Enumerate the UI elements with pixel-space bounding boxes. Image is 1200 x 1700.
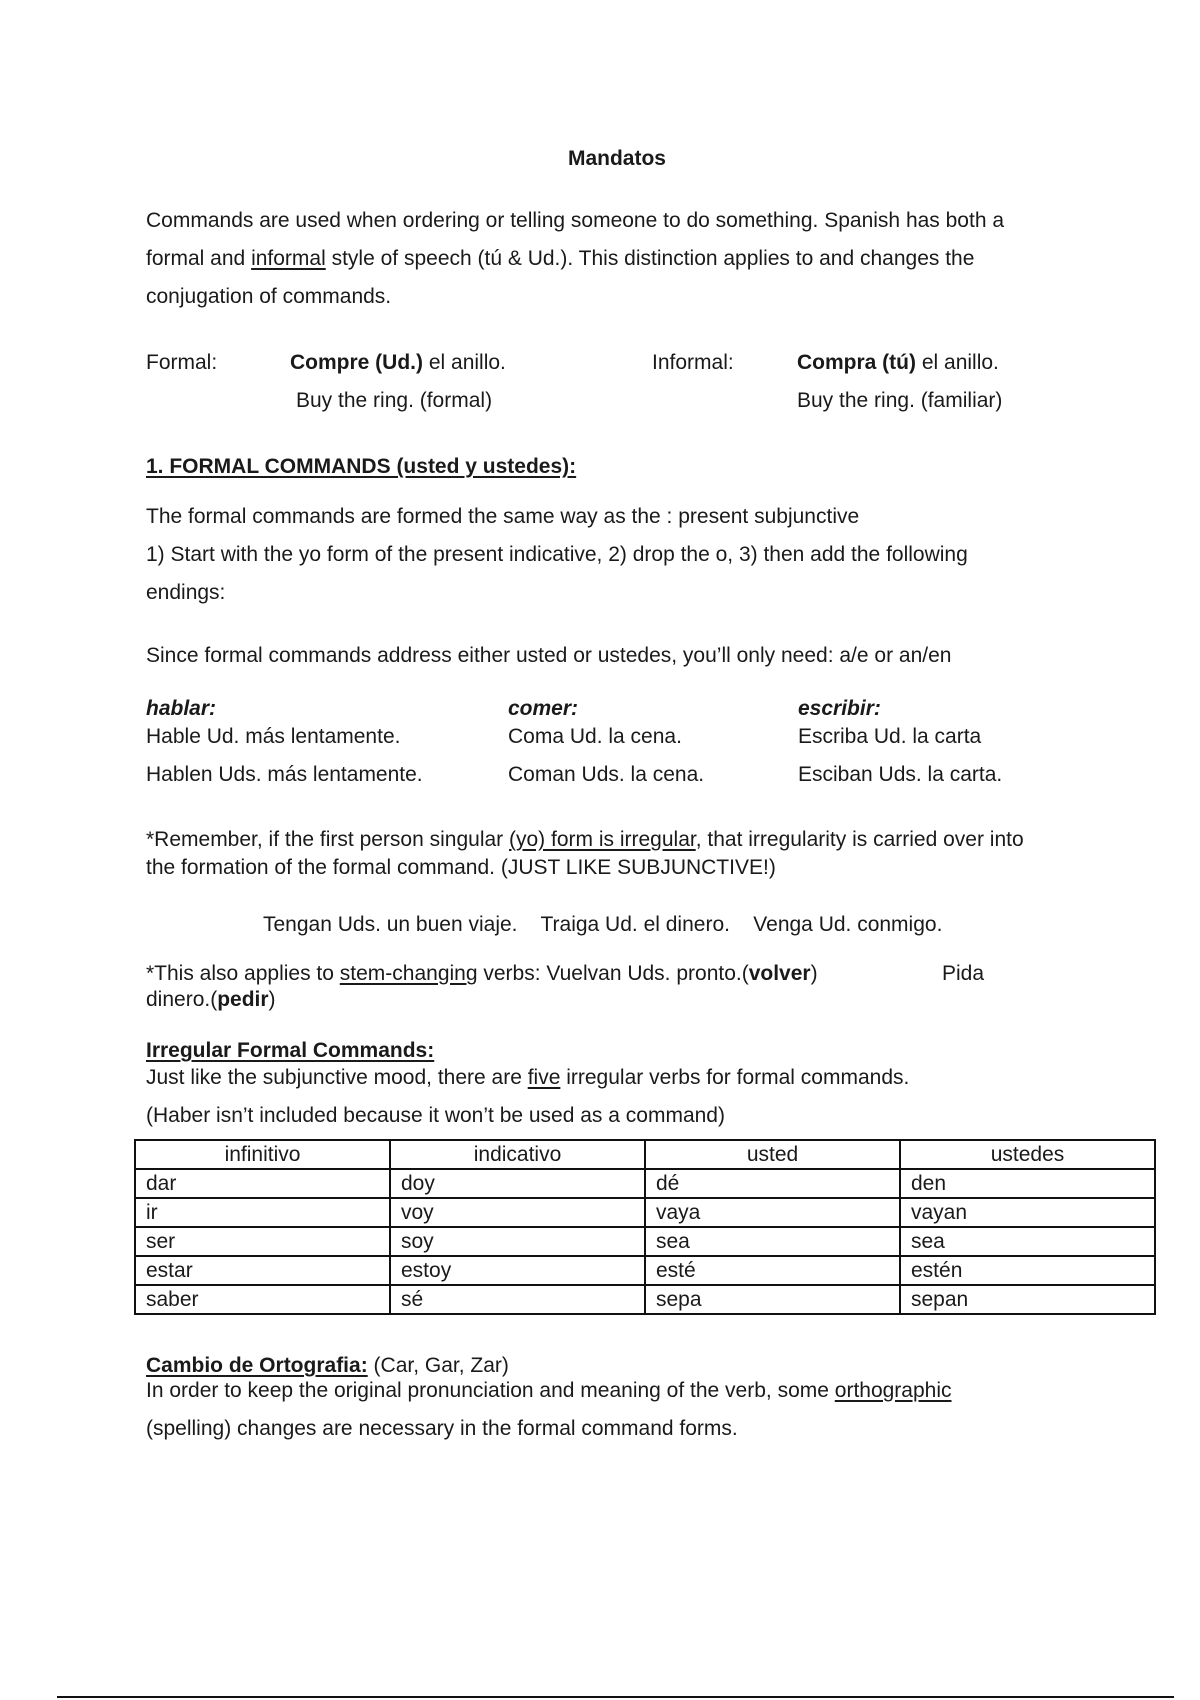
table-header-cell: infinitivo <box>135 1140 390 1169</box>
stem-line-2 <box>146 988 276 1012</box>
table-header-cell: ustedes <box>900 1140 1155 1169</box>
informal-command: Compra (tú) <box>797 351 916 374</box>
irregular-text: irregular verbs for formal commands. <box>560 1066 910 1089</box>
table-header-cell: indicativo <box>390 1140 645 1169</box>
remember-text: , that irregularity is carried over into <box>695 828 1024 851</box>
section-heading-formal-commands: 1. FORMAL COMMANDS (usted y ustedes): <box>146 455 577 478</box>
stem-pida: Pida <box>942 962 985 985</box>
table-cell: sepa <box>645 1285 900 1314</box>
stem-text: ) <box>810 962 818 985</box>
intro-line-3: conjugation of commands. <box>146 285 392 308</box>
section1-p3: endings: <box>146 581 226 604</box>
remember-text: *Remember, if the first person singular <box>146 828 509 851</box>
table-cell: ir <box>135 1198 390 1227</box>
orto-underlined: orthographic <box>834 1379 952 1402</box>
irregular-verbs-table <box>134 1139 1156 1315</box>
table-cell: vayan <box>900 1198 1155 1227</box>
informal-translation: Buy the ring. (familiar) <box>797 389 1003 412</box>
stem-text: ) <box>268 988 276 1011</box>
remember-underlined: (yo) form is irregular <box>509 828 696 851</box>
bottom-divider <box>57 1696 1174 1698</box>
verb-example-comer-1: Coma Ud. la cena. <box>508 725 682 748</box>
verb-label-escribir: escribir: <box>798 697 881 720</box>
table-row <box>135 1169 1155 1198</box>
table-cell: saber <box>135 1285 390 1314</box>
verb-label-hablar: hablar: <box>146 697 217 720</box>
stem-underlined: stem-changing <box>339 962 478 985</box>
intro-underlined-informal: informal <box>251 247 326 270</box>
intro-text: style of speech (tú & Ud.). This distinction applies to and changes the <box>325 247 975 270</box>
table-cell: sé <box>390 1285 645 1314</box>
table-cell: ser <box>135 1227 390 1256</box>
orto-heading-line <box>146 1354 509 1378</box>
verb-example-escribir-2: Esciban Uds. la carta. <box>798 763 1003 786</box>
table-cell: estoy <box>390 1256 645 1285</box>
table-row <box>135 1256 1155 1285</box>
verb-example-hablar-2: Hablen Uds. más lentamente. <box>146 763 423 786</box>
formal-rest: el anillo. <box>423 351 506 374</box>
section1-p2: 1) Start with the yo form of the present indicative, 2) drop the o, 3) then add the following <box>146 543 968 566</box>
stem-text: verbs: Vuelvan Uds. pronto.( <box>477 962 749 985</box>
table-cell: vaya <box>645 1198 900 1227</box>
formal-translation: Buy the ring. (formal) <box>296 389 493 412</box>
table-cell: estén <box>900 1256 1155 1285</box>
irregular-line-1 <box>146 1066 909 1090</box>
orto-line-1 <box>146 1379 952 1403</box>
formal-command: Compre (Ud.) <box>290 351 423 374</box>
irregular-examples: Tengan Uds. un buen viaje. Traiga Ud. el dinero. Venga Ud. conmigo. <box>263 913 943 936</box>
verb-example-comer-2: Coman Uds. la cena. <box>508 763 705 786</box>
table-cell: soy <box>390 1227 645 1256</box>
irregular-underlined-five: five <box>527 1066 561 1089</box>
table-cell: estar <box>135 1256 390 1285</box>
orto-line-2: (spelling) changes are necessary in the formal command forms. <box>146 1417 738 1440</box>
stem-text: *This also applies to <box>146 962 340 985</box>
stem-text: dinero.( <box>146 988 218 1011</box>
informal-label: Informal: <box>652 351 734 374</box>
table-cell: sea <box>900 1227 1155 1256</box>
section1-p4: Since formal commands address either usted or ustedes, you’ll only need: a/e or an/en <box>146 644 952 667</box>
verb-example-escribir-1: Escriba Ud. la carta <box>798 725 982 748</box>
table-row <box>135 1198 1155 1227</box>
table-cell: den <box>900 1169 1155 1198</box>
section1-p1: The formal commands are formed the same way as the : present subjunctive <box>146 505 860 528</box>
irregular-heading: Irregular Formal Commands: <box>146 1039 435 1062</box>
remember-line-2: the formation of the formal command. (JUST LIKE SUBJUNCTIVE!) <box>146 856 776 879</box>
table-cell: esté <box>645 1256 900 1285</box>
verb-label-comer: comer: <box>508 697 579 720</box>
table-row <box>135 1227 1155 1256</box>
table-cell: sepan <box>900 1285 1155 1314</box>
table-header-row <box>135 1140 1155 1169</box>
page-title: Mandatos <box>567 147 666 170</box>
table-cell: doy <box>390 1169 645 1198</box>
orto-heading: Cambio de Ortografia: <box>146 1354 368 1377</box>
informal-rest: el anillo. <box>916 351 999 374</box>
stem-line-1 <box>146 962 818 986</box>
intro-line-1: Commands are used when ordering or telling someone to do something. Spanish has both a <box>146 209 1005 232</box>
intro-line-2 <box>146 247 974 271</box>
orto-text: In order to keep the original pronunciation and meaning of the verb, some <box>146 1379 835 1402</box>
table-cell: sea <box>645 1227 900 1256</box>
irregular-text: Just like the subjunctive mood, there are <box>146 1066 528 1089</box>
table-header-cell: usted <box>645 1140 900 1169</box>
remember-line-1 <box>146 828 1024 852</box>
stem-verb-pedir: pedir <box>217 988 269 1011</box>
stem-verb-volver: volver <box>748 962 811 985</box>
verb-example-hablar-1: Hable Ud. más lentamente. <box>146 725 401 748</box>
table-cell: dar <box>135 1169 390 1198</box>
table-cell: dé <box>645 1169 900 1198</box>
informal-example <box>797 351 999 375</box>
irregular-line-2: (Haber isn’t included because it won’t be used as a command) <box>146 1104 725 1127</box>
orto-heading-rest: (Car, Gar, Zar) <box>367 1354 509 1377</box>
formal-label: Formal: <box>146 351 218 374</box>
table-cell: voy <box>390 1198 645 1227</box>
formal-example <box>290 351 506 375</box>
table-row <box>135 1285 1155 1314</box>
intro-text: formal and <box>146 247 252 270</box>
